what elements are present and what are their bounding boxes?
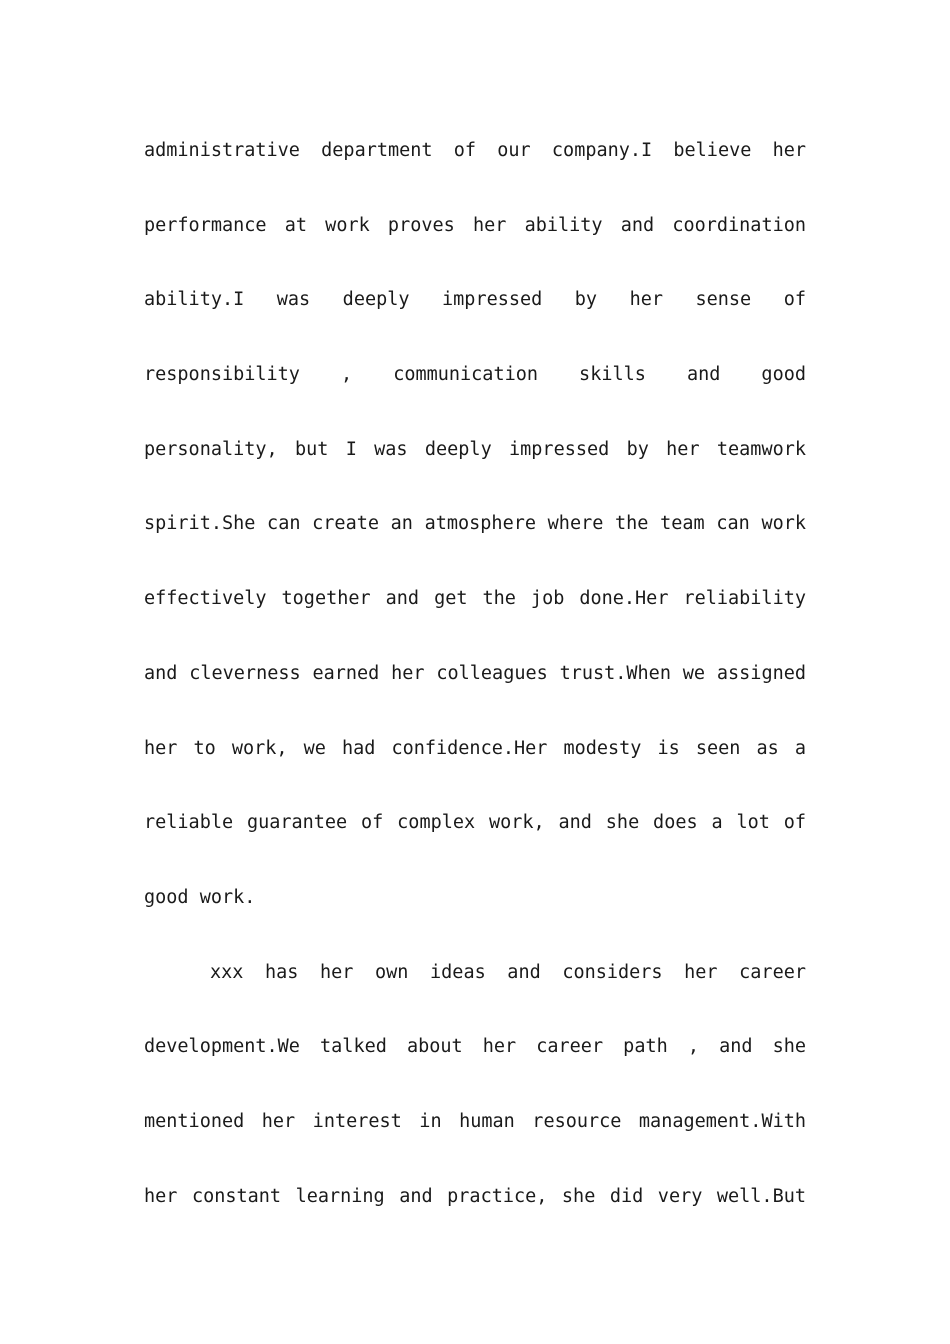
- text-line: ability.I was deeply impressed by her sense of: [144, 289, 806, 311]
- text-line: reliable guarantee of complex work, and she does a lot of: [144, 812, 806, 834]
- text-line: mentioned her interest in human resource management.With: [144, 1110, 806, 1132]
- text-line: her constant learning and practice, she did very well.But: [144, 1185, 806, 1207]
- text-line: good work.: [144, 886, 256, 908]
- text-line: personality, but I was deeply impressed by her teamwork: [144, 438, 806, 460]
- text-line: effectively together and get the job done.Her reliability: [144, 588, 806, 610]
- text-line: spirit.She can create an atmosphere where the team can work: [144, 513, 806, 535]
- document-body: [144, 114, 806, 1234]
- text-line: and cleverness earned her colleagues trust.When we assigned: [144, 662, 806, 684]
- text-line: development.We talked about her career path , and she: [144, 1036, 806, 1058]
- text-line: responsibility , communication skills and good: [144, 364, 806, 386]
- text-line: administrative department of our company.I believe her: [144, 140, 806, 161]
- text-line: performance at work proves her ability and coordination: [144, 214, 806, 236]
- text-line: xxx has her own ideas and considers her career: [210, 961, 806, 983]
- text-line: her to work, we had confidence.Her modesty is seen as a: [144, 737, 806, 759]
